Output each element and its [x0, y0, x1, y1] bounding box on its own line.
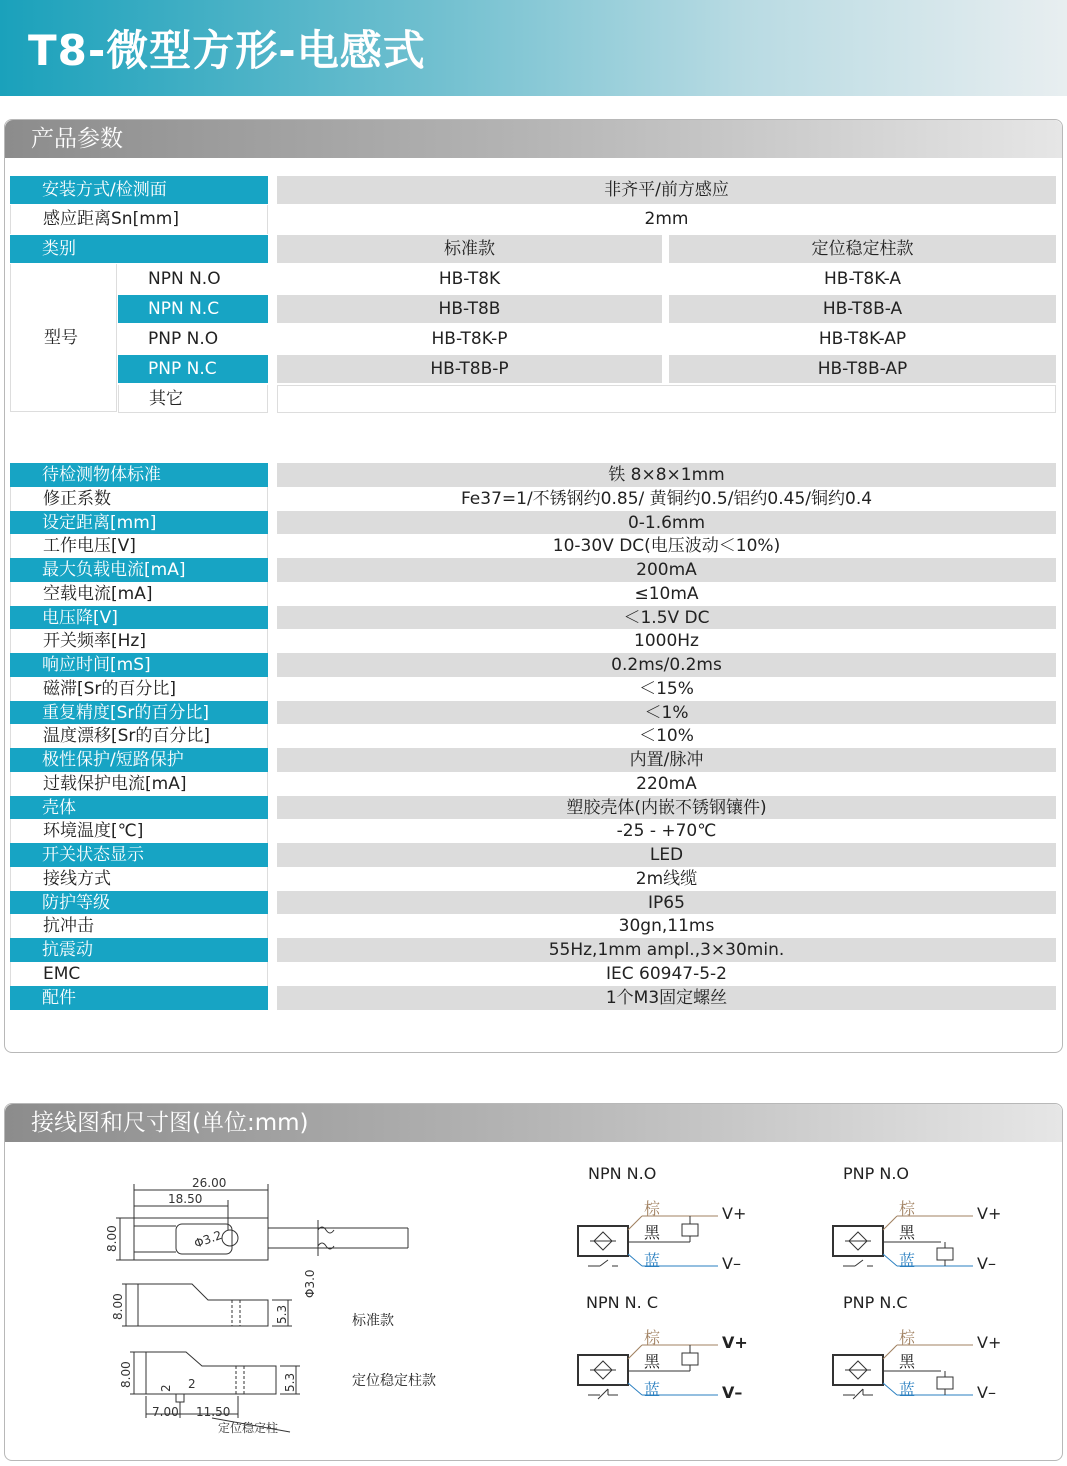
spec-label: 空载电流[mA]	[10, 582, 268, 606]
dim-26: 26.00	[192, 1176, 227, 1190]
wiring-pnp-no	[831, 1164, 1031, 1284]
spec-value: 铁 8×8×1mm	[277, 463, 1056, 487]
wire-blue: 蓝	[899, 1380, 916, 1399]
v-minus: V–	[722, 1254, 741, 1273]
spec-label: 抗震动	[10, 938, 268, 962]
dim-18-5: 18.50	[168, 1192, 203, 1206]
spec-label: 最大负载电流[mA]	[10, 558, 268, 582]
spec-label: 开关频率[Hz]	[10, 629, 268, 653]
v-minus: V–	[977, 1383, 996, 1402]
model-standard-3: HB-T8K-P	[277, 325, 662, 353]
wire-brown: 棕	[899, 1328, 916, 1347]
wiring-npn-no	[576, 1164, 776, 1284]
spec-value: 2m线缆	[277, 867, 1056, 891]
spec-label: 环境温度[℃]	[10, 819, 268, 843]
dim-5-3-side2: 5.3	[283, 1372, 297, 1392]
spec-label: 重复精度[Sr的百分比]	[10, 701, 268, 725]
spec-label: 抗冲击	[10, 914, 268, 938]
spec-value: ＜10%	[277, 724, 1056, 748]
wiring-symbol	[831, 1186, 1031, 1296]
model-type-other: 其它	[118, 385, 268, 413]
v-plus: V+	[722, 1333, 748, 1352]
dim-2-a: 2	[159, 1384, 173, 1392]
spec-value: 1000Hz	[277, 629, 1056, 653]
spec-label: 工作电压[V]	[10, 534, 268, 558]
wire-blue: 蓝	[644, 1380, 661, 1399]
spec-label: 温度漂移[Sr的百分比]	[10, 724, 268, 748]
model-type-npn-no: NPN N.O	[118, 265, 268, 293]
col-positioning-header: 定位稳定柱款	[669, 235, 1056, 263]
wiring-title: NPN N.O	[588, 1164, 657, 1183]
spec-value: ＜15%	[277, 677, 1056, 701]
model-standard-1: HB-T8K	[277, 265, 662, 293]
wiring-symbol	[576, 1315, 776, 1425]
spec-value: 1个M3固定螺丝	[277, 986, 1056, 1010]
col-standard-header: 标准款	[277, 235, 662, 263]
spec-value: 内置/脉冲	[277, 748, 1056, 772]
model-label: 型号	[44, 328, 78, 348]
distance-label: 感应距离Sn[mm]	[10, 205, 268, 234]
wiring-symbol	[831, 1315, 1031, 1425]
spec-value: 0.2ms/0.2ms	[277, 653, 1056, 677]
spec-label: 极性保护/短路保护	[10, 748, 268, 772]
wire-brown: 棕	[899, 1199, 916, 1218]
wire-brown: 棕	[644, 1199, 661, 1218]
model-type-pnp-nc: PNP N.C	[118, 355, 268, 383]
model-standard-2: HB-T8B	[277, 295, 662, 323]
spec-value: IP65	[277, 891, 1056, 915]
spec-label: EMC	[10, 962, 268, 986]
model-positioning-4: HB-T8B-AP	[669, 355, 1056, 383]
section-title: 产品参数	[31, 126, 123, 152]
spec-value: 10-30V DC(电压波动＜10%)	[277, 534, 1056, 558]
dim-7: 7.00	[152, 1405, 179, 1419]
wiring-pnp-nc	[831, 1293, 1031, 1413]
spec-value: 220mA	[277, 772, 1056, 796]
dim-8-side2: 8.00	[119, 1361, 133, 1388]
model-standard-4: HB-T8B-P	[277, 355, 662, 383]
spec-value: ≤10mA	[277, 582, 1056, 606]
spec-value: LED	[277, 843, 1056, 867]
spec-value: 55Hz,1mm ampl.,3×30min.	[277, 938, 1056, 962]
dim-8-side1: 8.00	[111, 1293, 125, 1320]
wire-black: 黑	[899, 1352, 916, 1371]
spec-value: -25 - +70℃	[277, 819, 1056, 843]
v-plus: V+	[722, 1204, 747, 1223]
model-positioning-1: HB-T8K-A	[669, 265, 1056, 293]
v-minus: V–	[977, 1254, 996, 1273]
label-positioning: 定位稳定柱款	[352, 1373, 436, 1389]
section-header-2	[5, 1104, 1062, 1142]
distance-value: 2mm	[277, 205, 1056, 234]
spec-value: 0-1.6mm	[277, 511, 1056, 535]
model-positioning-2: HB-T8B-A	[669, 295, 1056, 323]
spec-label: 开关状态显示	[10, 843, 268, 867]
v-plus: V+	[977, 1333, 1002, 1352]
wiring-title: PNP N.O	[843, 1164, 909, 1183]
dim-8-top: 8.00	[105, 1225, 119, 1252]
section-header	[5, 120, 1062, 158]
wire-blue: 蓝	[899, 1251, 916, 1270]
category-label: 类别	[10, 235, 268, 263]
install-label: 安装方式/检测面	[10, 176, 268, 204]
dim-5-3-side1: 5.3	[275, 1304, 289, 1324]
wire-blue: 蓝	[644, 1251, 661, 1270]
spec-label: 防护等级	[10, 891, 268, 915]
spec-label: 设定距离[mm]	[10, 511, 268, 535]
label-standard: 标准款	[352, 1313, 394, 1329]
spec-label: 配件	[10, 986, 268, 1010]
spec-label: 修正系数	[10, 487, 268, 511]
spec-value: Fe37=1/不锈钢约0.85/ 黄铜约0.5/铝约0.45/铜约0.4	[277, 487, 1056, 511]
spec-label: 壳体	[10, 796, 268, 820]
model-type-npn-nc: NPN N.C	[118, 295, 268, 323]
dim-pin-label: 定位稳定柱	[218, 1421, 279, 1435]
wire-black: 黑	[644, 1352, 661, 1371]
dimension-drawing	[96, 1170, 456, 1440]
spec-value: ＜1%	[277, 701, 1056, 725]
v-plus: V+	[977, 1204, 1002, 1223]
wiring-title: NPN N. C	[586, 1293, 658, 1312]
spec-value: ＜1.5V DC	[277, 606, 1056, 630]
dim-phi32: Φ3.2	[192, 1227, 224, 1251]
section-title-2: 接线图和尺寸图	[31, 1110, 192, 1136]
dim-phi3: Φ3.0	[303, 1269, 317, 1298]
spec-label: 待检测物体标准	[10, 463, 268, 487]
spec-value: 30gn,11ms	[277, 914, 1056, 938]
spec-value: 塑胶壳体(内嵌不锈钢镶件)	[277, 796, 1056, 820]
wiring-symbol	[576, 1186, 776, 1296]
dim-2-b: 2	[188, 1377, 196, 1391]
spec-value: IEC 60947-5-2	[277, 962, 1056, 986]
wire-black: 黑	[644, 1223, 661, 1242]
wiring-title: PNP N.C	[843, 1293, 908, 1312]
page-title: T8-微型方形-电感式	[28, 26, 426, 75]
spec-label: 磁滞[Sr的百分比]	[10, 677, 268, 701]
spec-label: 响应时间[mS]	[10, 653, 268, 677]
spec-label: 接线方式	[10, 867, 268, 891]
model-positioning-3: HB-T8K-AP	[669, 325, 1056, 353]
spec-label: 电压降[V]	[10, 606, 268, 630]
model-other-value	[277, 385, 1056, 413]
title-banner	[0, 0, 1067, 96]
model-type-pnp-no: PNP N.O	[118, 325, 268, 353]
wire-brown: 棕	[644, 1328, 661, 1347]
v-minus: V–	[722, 1383, 743, 1402]
spec-label: 过载保护电流[mA]	[10, 772, 268, 796]
section-unit: (单位:mm)	[192, 1110, 309, 1136]
wire-black: 黑	[899, 1223, 916, 1242]
dim-11-5: 11.50	[196, 1405, 231, 1419]
spec-value: 200mA	[277, 558, 1056, 582]
install-value: 非齐平/前方感应	[277, 176, 1056, 204]
wiring-npn-nc	[576, 1293, 776, 1413]
